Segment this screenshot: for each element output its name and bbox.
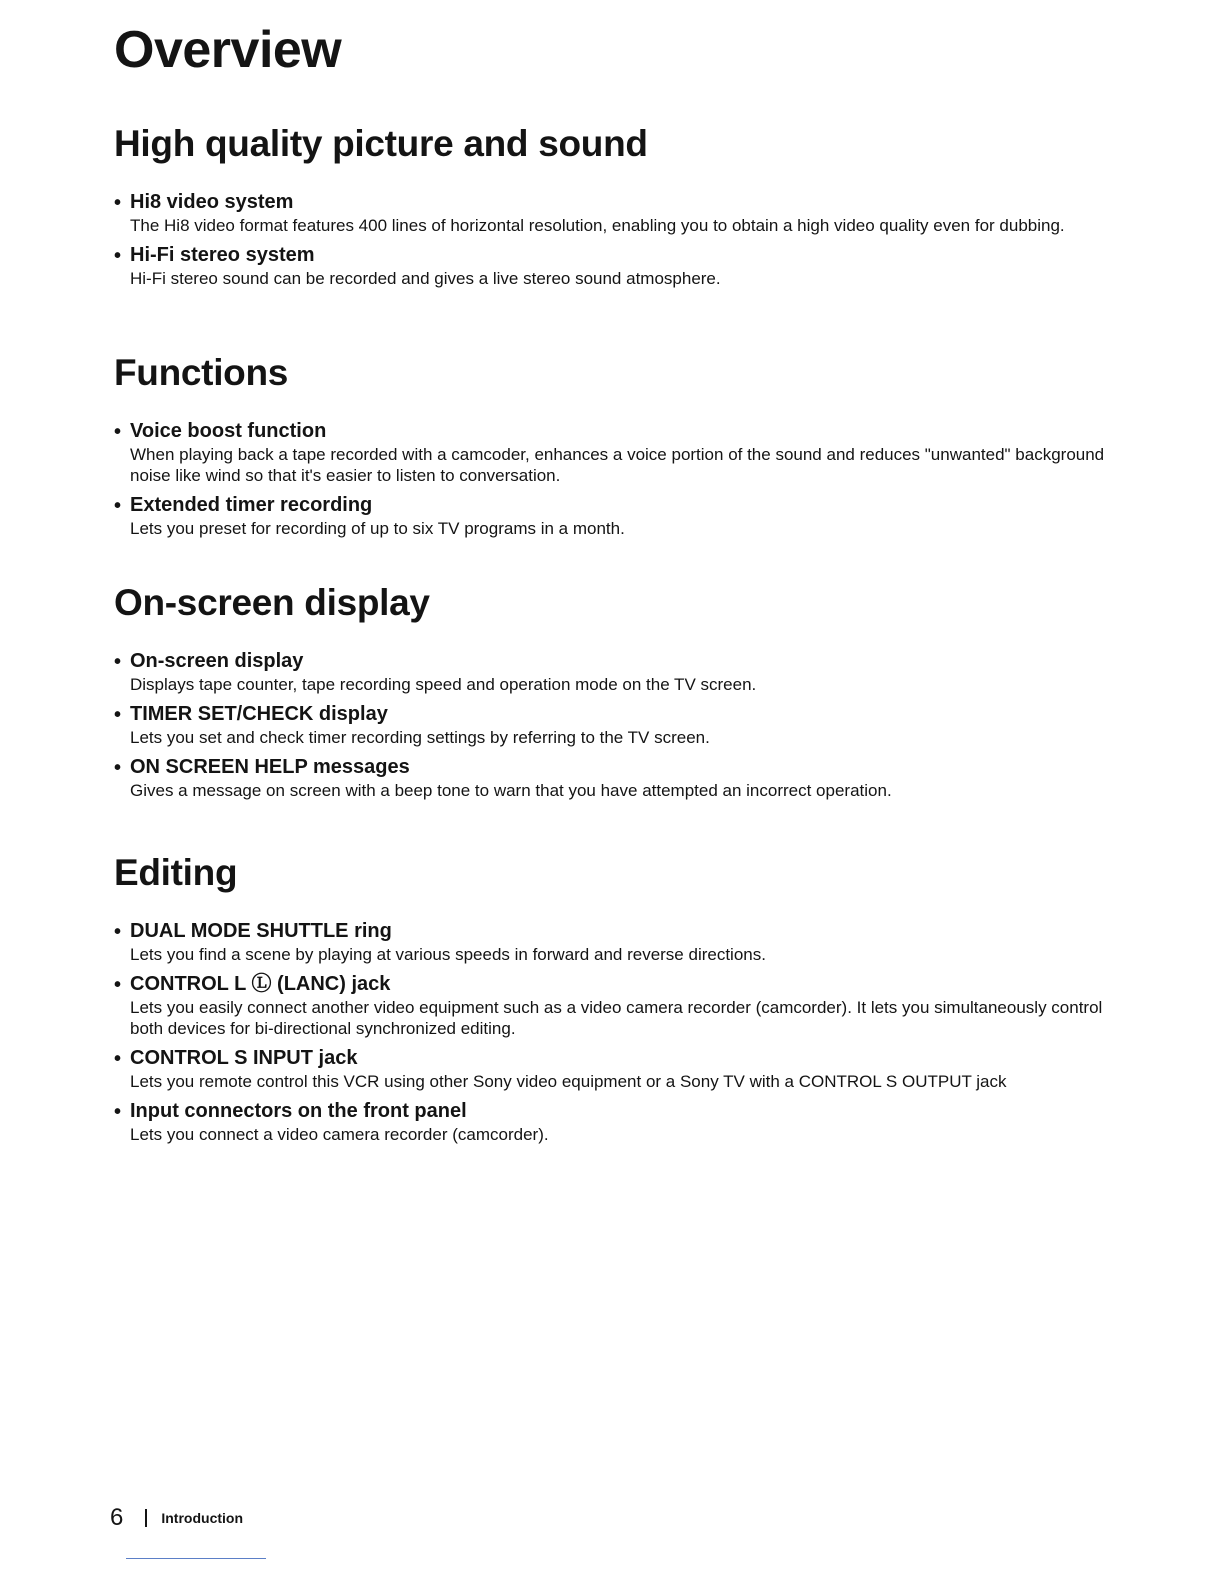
bullet-icon: • — [114, 920, 122, 943]
item-title: Hi8 video system — [130, 190, 294, 213]
page-footer — [110, 1504, 243, 1532]
page-number: 6 — [110, 1504, 124, 1531]
item-description: Lets you connect a video camera recorder (camcorder). — [130, 1124, 549, 1144]
item-title: Voice boost function — [130, 419, 327, 442]
item-title: Input connectors on the front panel — [130, 1099, 467, 1122]
list-item — [114, 1047, 1124, 1092]
item-title: CONTROL S INPUT jack — [130, 1046, 358, 1069]
bullet-list — [114, 650, 1124, 801]
bullet-icon: • — [114, 650, 122, 673]
item-title: TIMER SET/CHECK display — [130, 702, 388, 725]
bullet-icon: • — [114, 756, 122, 779]
list-item — [114, 650, 1124, 695]
list-item — [114, 494, 1124, 539]
section-editing — [114, 853, 1124, 1153]
section-functions — [114, 353, 1124, 547]
bullet-list — [114, 420, 1124, 539]
footer-section-label: Introduction — [161, 1510, 244, 1526]
footer-rule — [126, 1558, 266, 1559]
item-description: Gives a message on screen with a beep tone to warn that you have attempted an incorrect operation. — [130, 780, 892, 800]
list-item — [114, 703, 1124, 748]
list-item — [114, 1100, 1124, 1145]
item-title: CONTROL L Ⓛ (LANC) jack — [130, 972, 391, 995]
section-on-screen-display — [114, 583, 1124, 809]
item-title: ON SCREEN HELP messages — [130, 755, 410, 778]
bullet-icon: • — [114, 973, 122, 996]
item-title: DUAL MODE SHUTTLE ring — [130, 919, 392, 942]
bullet-list — [114, 191, 1124, 289]
item-description: Displays tape counter, tape recording speed and operation mode on the TV screen. — [130, 674, 757, 694]
section-heading: Functions — [114, 352, 289, 393]
section-heading: High quality picture and sound — [114, 123, 648, 164]
page-title: Overview — [114, 21, 342, 79]
item-description: Hi-Fi stereo sound can be recorded and gives a live stereo sound atmosphere. — [130, 268, 721, 288]
bullet-icon: • — [114, 244, 122, 267]
bullet-icon: • — [114, 494, 122, 517]
list-item — [114, 191, 1124, 236]
section-heading: Editing — [114, 852, 238, 893]
bullet-list — [114, 920, 1124, 1145]
bullet-icon: • — [114, 1100, 122, 1123]
list-item — [114, 973, 1124, 1039]
list-item — [114, 244, 1124, 289]
item-title: On-screen display — [130, 649, 304, 672]
item-title: Extended timer recording — [130, 493, 373, 516]
list-item — [114, 756, 1124, 801]
list-item — [114, 920, 1124, 965]
section-high-quality — [114, 124, 1124, 297]
item-description: When playing back a tape recorded with a camcoder, enhances a voice portion of the sound and reduces "unwanted" background noise like wind so that it's easier to listen to conversation. — [130, 444, 1105, 485]
bullet-icon: • — [114, 703, 122, 726]
bullet-icon: • — [114, 420, 122, 443]
footer-divider — [145, 1509, 147, 1527]
item-description: Lets you easily connect another video equipment such as a video camera recorder (camcorder). It lets you simultaneously control both devices for bi-directional synchronized editing. — [130, 997, 1103, 1038]
item-title: Hi-Fi stereo system — [130, 243, 315, 266]
item-description: The Hi8 video format features 400 lines of horizontal resolution, enabling you to obtain a high video quality even for dubbing. — [130, 215, 1065, 235]
item-description: Lets you remote control this VCR using other Sony video equipment or a Sony TV with a CONTROL S OUTPUT jack — [130, 1071, 1007, 1091]
item-description: Lets you set and check timer recording settings by referring to the TV screen. — [130, 727, 710, 747]
bullet-icon: • — [114, 191, 122, 214]
list-item — [114, 420, 1124, 486]
item-description: Lets you preset for recording of up to six TV programs in a month. — [130, 518, 625, 538]
item-description: Lets you find a scene by playing at various speeds in forward and reverse directions. — [130, 944, 766, 964]
bullet-icon: • — [114, 1047, 122, 1070]
section-heading: On-screen display — [114, 582, 430, 623]
